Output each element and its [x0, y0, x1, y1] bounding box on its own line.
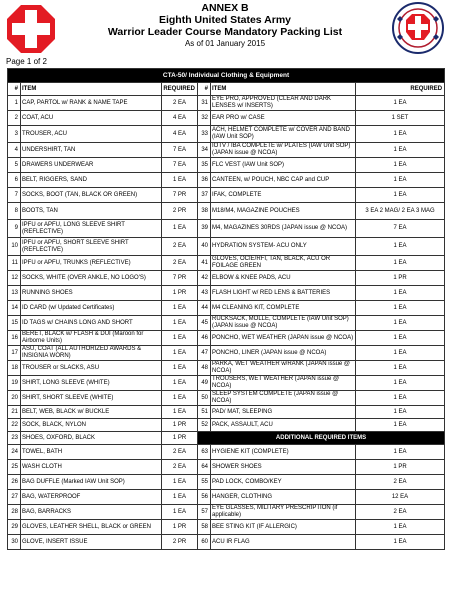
- item-name: TROUSER, ACU: [21, 126, 162, 143]
- item-required: 1 EA: [162, 220, 198, 238]
- table-row: [8, 238, 445, 256]
- table-row: [8, 376, 445, 391]
- item-required: 2 EA: [162, 460, 198, 475]
- item-number: 6: [8, 173, 21, 188]
- item-number: 37: [198, 188, 211, 203]
- item-required: 1 EA: [356, 188, 445, 203]
- item-name: TROUSERS, WET WEATHER (JAPAN issue @ NCOA): [211, 376, 356, 391]
- document-header: [60, 2, 390, 49]
- item-required: 2 EA: [356, 475, 445, 490]
- item-required: 1 EA: [356, 238, 445, 256]
- item-number: 58: [198, 520, 211, 535]
- item-required: 2 PR: [162, 203, 198, 220]
- item-number: 11: [8, 256, 21, 271]
- item-required: 1 EA: [356, 286, 445, 301]
- table-row: [8, 346, 445, 361]
- table-row: [8, 391, 445, 406]
- item-required: 2 EA: [356, 505, 445, 520]
- item-name: PAD/ MAT, SLEEPING: [211, 406, 356, 419]
- item-number: 49: [198, 376, 211, 391]
- table-row: [8, 406, 445, 419]
- item-name: SHIRT, LONG SLEEVE (WHITE): [21, 376, 162, 391]
- item-name: M4 CLEANING KIT, COMPLETE: [211, 301, 356, 316]
- item-name: ID TAGS w/ CHAINS LONG AND SHORT: [21, 316, 162, 331]
- table-row: [8, 460, 445, 475]
- table-row: [8, 361, 445, 376]
- item-name: TROUSER or SLACKS, ASU: [21, 361, 162, 376]
- table-row: [8, 96, 445, 111]
- item-name: RUNNING SHOES: [21, 286, 162, 301]
- item-required: 1 PR: [162, 419, 198, 432]
- table-row: [8, 301, 445, 316]
- wlc-crest-logo: [392, 2, 444, 54]
- item-number: 15: [8, 316, 21, 331]
- table-row: [8, 111, 445, 126]
- table-row: [8, 316, 445, 331]
- item-name: PONCHO, WET WEATHER (JAPAN issue @ NCOA): [211, 331, 356, 346]
- item-number: 21: [8, 406, 21, 419]
- item-name: IPFU or APFU, LONG SLEEVE SHIRT (REFLECTIVE): [21, 220, 162, 238]
- item-required: 1 EA: [356, 143, 445, 158]
- item-required: 1 EA: [162, 316, 198, 331]
- table-row: [8, 419, 445, 432]
- item-number: 31: [198, 96, 211, 111]
- item-required: 1 EA: [162, 376, 198, 391]
- item-name: PAD LOCK, COMBO/KEY: [211, 475, 356, 490]
- item-name: SHIRT, SHORT SLEEVE (WHITE): [21, 391, 162, 406]
- item-required: 2 EA: [162, 238, 198, 256]
- item-number: 12: [8, 271, 21, 286]
- item-number: 40: [198, 238, 211, 256]
- item-required: 7 EA: [162, 158, 198, 173]
- item-required: 1 PR: [356, 460, 445, 475]
- item-number: 32: [198, 111, 211, 126]
- table-row: [8, 490, 445, 505]
- item-number: 20: [8, 391, 21, 406]
- item-required: 12 EA: [356, 490, 445, 505]
- item-required: 1 EA: [356, 173, 445, 188]
- item-name: IOTV / IBA COMPLETE w/ PLATES (IAW Unit SOP) (JAPAN issue @ NCOA): [211, 143, 356, 158]
- item-required: 7 PR: [162, 188, 198, 203]
- item-name: CAP, PARTOL w/ RANK & NAME TAPE: [21, 96, 162, 111]
- item-required: 1 EA: [356, 331, 445, 346]
- item-required: 1 EA: [356, 391, 445, 406]
- item-required: 2 PR: [162, 535, 198, 550]
- table-row: [8, 432, 445, 445]
- item-number: 7: [8, 188, 21, 203]
- item-required: 1 EA: [356, 445, 445, 460]
- item-number: 9: [8, 220, 21, 238]
- item-required: 1 EA: [356, 126, 445, 143]
- item-name: SHOES, OXFORD, BLACK: [21, 432, 162, 445]
- table-row: [8, 505, 445, 520]
- item-required: 1 SET: [356, 111, 445, 126]
- item-number: 33: [198, 126, 211, 143]
- item-name: PONCHO, LINER (JAPAN issue @ NCOA): [211, 346, 356, 361]
- item-required: 1 EA: [356, 256, 445, 271]
- item-name: BAG DUFFLE (Marked IAW Unit SOP): [21, 475, 162, 490]
- item-name: FLC VEST (IAW Unit SOP): [211, 158, 356, 173]
- item-name: HANGER, CLOTHING: [211, 490, 356, 505]
- item-required: 4 EA: [162, 126, 198, 143]
- item-name: RUCKSACK, MOLLE, COMPLETE (IAW Unit SOP) (JAPAN issue @ NCOA): [211, 316, 356, 331]
- item-required: 1 EA: [162, 361, 198, 376]
- item-required: 2 EA: [162, 256, 198, 271]
- item-name: GLOVES, LEATHER SHELL, BLACK or GREEN: [21, 520, 162, 535]
- item-required: 1 EA: [356, 158, 445, 173]
- item-name: TOWEL, BATH: [21, 445, 162, 460]
- col-required-left: REQUIRED: [162, 83, 198, 96]
- item-required: 1 EA: [162, 331, 198, 346]
- item-number: 3: [8, 126, 21, 143]
- item-name: BELT, RIGGERS, SAND: [21, 173, 162, 188]
- item-required: 1 EA: [356, 406, 445, 419]
- item-name: BAG, BARRACKS: [21, 505, 162, 520]
- item-name: UNDERSHIRT, TAN: [21, 143, 162, 158]
- item-number: 24: [8, 445, 21, 460]
- item-number: 63: [198, 445, 211, 460]
- item-number: 34: [198, 143, 211, 158]
- item-name: SOCK, BLACK, NYLON: [21, 419, 162, 432]
- item-required: 1 PR: [162, 520, 198, 535]
- annex-title: ANNEX B: [201, 2, 249, 14]
- item-number: 23: [8, 432, 21, 445]
- item-name: M4, MAGAZINES 30RDS (JAPAN issue @ NCOA): [211, 220, 356, 238]
- col-item-right: ITEM: [211, 83, 356, 96]
- table-row: [8, 475, 445, 490]
- item-required: 1 EA: [356, 376, 445, 391]
- item-name: BEE STING KIT (IF ALLERGIC): [211, 520, 356, 535]
- item-name: EAR PRO w/ CASE: [211, 111, 356, 126]
- item-name: ACH, HELMET COMPLETE w/ COVER AND BAND (IAW Unit SOP): [211, 126, 356, 143]
- item-name: IPFU or APFU, TRUNKS (REFLECTIVE): [21, 256, 162, 271]
- item-number: 56: [198, 490, 211, 505]
- table-banner: CTA-50/ Individual Clothing & Equipment: [8, 69, 445, 83]
- col-num-right: #: [198, 83, 211, 96]
- item-number: 26: [8, 475, 21, 490]
- item-name: SOCKS, WHITE (OVER ANKLE, NO LOGO'S): [21, 271, 162, 286]
- item-number: 39: [198, 220, 211, 238]
- item-number: 50: [198, 391, 211, 406]
- item-required: 7 EA: [356, 220, 445, 238]
- item-number: 4: [8, 143, 21, 158]
- item-number: 25: [8, 460, 21, 475]
- item-required: 1 EA: [356, 346, 445, 361]
- item-required: 7 EA: [162, 143, 198, 158]
- item-number: 51: [198, 406, 211, 419]
- item-number: 19: [8, 376, 21, 391]
- item-required: 1 EA: [356, 301, 445, 316]
- table-row: [8, 535, 445, 550]
- item-name: HYGIENE KIT (COMPLETE): [211, 445, 356, 460]
- item-required: 3 EA 2 MAG/ 2 EA 3 MAG: [356, 203, 445, 220]
- item-required: 1 EA: [162, 475, 198, 490]
- item-number: 57: [198, 505, 211, 520]
- item-number: 45: [198, 316, 211, 331]
- item-number: 64: [198, 460, 211, 475]
- table-row: [8, 445, 445, 460]
- item-name: ASU, COAT (ALL AUTHORIZED AWARDS & INSIGNIA WORN): [21, 346, 162, 361]
- item-required: 1 EA: [356, 316, 445, 331]
- table-row: [8, 143, 445, 158]
- item-number: 60: [198, 535, 211, 550]
- item-required: 1 EA: [356, 535, 445, 550]
- item-number: 2: [8, 111, 21, 126]
- item-name: IFAK, COMPLETE: [211, 188, 356, 203]
- item-required: 1 EA: [356, 361, 445, 376]
- item-required: 2 EA: [162, 445, 198, 460]
- page-indicator: Page 1 of 2: [6, 57, 47, 66]
- item-name: DRAWERS UNDERWEAR: [21, 158, 162, 173]
- item-required: 2 EA: [162, 96, 198, 111]
- item-required: 1 EA: [356, 96, 445, 111]
- item-number: 29: [8, 520, 21, 535]
- item-number: 13: [8, 286, 21, 301]
- column-header-row: [8, 83, 445, 96]
- item-number: 16: [8, 331, 21, 346]
- item-name: COAT, ACU: [21, 111, 162, 126]
- item-required: 1 EA: [162, 346, 198, 361]
- item-name: BELT, WEB, BLACK w/ BUCKLE: [21, 406, 162, 419]
- item-name: SLEEP SYSTEM COMPLETE (JAPAN issue @ NCOA): [211, 391, 356, 406]
- item-name: PACK, ASSAULT, ACU: [211, 419, 356, 432]
- col-num-left: #: [8, 83, 21, 96]
- item-name: GLOVES, OCIE/RFI, TAN, BLACK, ACU OR FOILAGE GREEN: [211, 256, 356, 271]
- eighth-army-logo: [6, 4, 56, 54]
- item-required: 1 EA: [162, 173, 198, 188]
- item-number: 18: [8, 361, 21, 376]
- item-name: CANTEEN, w/ POUCH, NBC CAP and CUP: [211, 173, 356, 188]
- item-number: 36: [198, 173, 211, 188]
- additional-items-header: ADDITIONAL REQUIRED ITEMS: [198, 432, 445, 445]
- item-name: GLOVE, INSERT ISSUE: [21, 535, 162, 550]
- table-row: [8, 173, 445, 188]
- item-required: 1 EA: [162, 406, 198, 419]
- item-number: 46: [198, 331, 211, 346]
- item-number: 41: [198, 256, 211, 271]
- item-required: 7 PR: [162, 271, 198, 286]
- item-number: 47: [198, 346, 211, 361]
- item-number: 1: [8, 96, 21, 111]
- item-required: 1 EA: [162, 391, 198, 406]
- item-required: 4 EA: [162, 111, 198, 126]
- item-number: 30: [8, 535, 21, 550]
- item-number: 5: [8, 158, 21, 173]
- table-row: [8, 126, 445, 143]
- packing-list-table: [7, 68, 445, 550]
- item-number: 44: [198, 301, 211, 316]
- item-required: 1 PR: [162, 432, 198, 445]
- table-row: [8, 188, 445, 203]
- item-number: 48: [198, 361, 211, 376]
- item-number: 35: [198, 158, 211, 173]
- item-name: SHOWER SHOES: [211, 460, 356, 475]
- item-name: BERET, BLACK w/ FLASH & DUI (Maroon for Airborne Units): [21, 331, 162, 346]
- item-required: 1 EA: [162, 490, 198, 505]
- table-row: [8, 203, 445, 220]
- item-number: 55: [198, 475, 211, 490]
- col-required-right: REQUIRED: [356, 83, 445, 96]
- item-number: 52: [198, 419, 211, 432]
- item-number: 8: [8, 203, 21, 220]
- item-name: PARKA, WET WEATHER w/RANK (JAPAN issue @ NCOA): [211, 361, 356, 376]
- item-number: 17: [8, 346, 21, 361]
- item-name: ACU IR FLAG: [211, 535, 356, 550]
- table-row: [8, 520, 445, 535]
- table-row: [8, 271, 445, 286]
- table-row: [8, 256, 445, 271]
- item-required: 1 EA: [356, 419, 445, 432]
- item-required: 1 EA: [162, 301, 198, 316]
- item-number: 28: [8, 505, 21, 520]
- item-name: M18/M4, MAGAZINE POUCHES: [211, 203, 356, 220]
- item-name: IPFU or APFU, SHORT SLEEVE SHIRT (REFLECTIVE): [21, 238, 162, 256]
- table-row: [8, 286, 445, 301]
- item-number: 42: [198, 271, 211, 286]
- item-name: HYDRATION SYSTEM- ACU ONLY: [211, 238, 356, 256]
- packing-list-table-wrapper: [7, 68, 444, 550]
- item-name: EYE PRO, APPROVED (CLEAR AND DARK LENSES w/ INSERTS): [211, 96, 356, 111]
- col-item-left: ITEM: [21, 83, 162, 96]
- list-title: Warrior Leader Course Mandatory Packing List: [107, 26, 343, 38]
- item-name: BOOTS, TAN: [21, 203, 162, 220]
- item-number: 43: [198, 286, 211, 301]
- as-of-date: As of 01 January 2015: [184, 39, 266, 48]
- table-row: [8, 158, 445, 173]
- table-row: [8, 220, 445, 238]
- item-number: 22: [8, 419, 21, 432]
- item-name: WASH CLOTH: [21, 460, 162, 475]
- item-required: 1 EA: [162, 505, 198, 520]
- item-number: 14: [8, 301, 21, 316]
- item-name: FLASH LIGHT w/ RED LENS & BATTERIES: [211, 286, 356, 301]
- item-number: 38: [198, 203, 211, 220]
- table-row: [8, 331, 445, 346]
- item-name: ELBOW & KNEE PADS, ACU: [211, 271, 356, 286]
- item-required: 1 EA: [356, 520, 445, 535]
- item-required: 1 PR: [356, 271, 445, 286]
- item-name: EYE GLASSES, MILITARY PRESCRIPTION (if applicable): [211, 505, 356, 520]
- item-name: SOCKS, BOOT (TAN, BLACK OR GREEN): [21, 188, 162, 203]
- unit-title: Eighth United States Army: [158, 14, 292, 26]
- item-number: 27: [8, 490, 21, 505]
- item-required: 1 PR: [162, 286, 198, 301]
- item-name: BAG, WATERPROOF: [21, 490, 162, 505]
- item-name: ID CARD (w/ Updated Certificates): [21, 301, 162, 316]
- item-number: 10: [8, 238, 21, 256]
